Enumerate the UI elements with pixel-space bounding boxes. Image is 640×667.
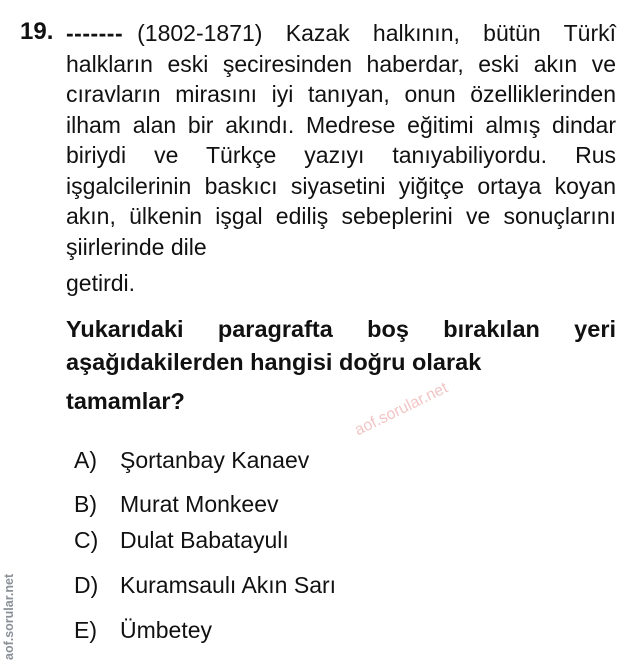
option-e[interactable] — [74, 614, 474, 646]
option-b[interactable] — [74, 488, 474, 520]
option-letter: B) — [74, 491, 97, 517]
question-paragraph-last-line: getirdi. — [66, 270, 136, 296]
option-text: Kuramsaulı Akın Sarı — [120, 572, 337, 598]
question-paragraph — [66, 18, 616, 299]
option-text: Murat Monkeev — [120, 491, 279, 517]
option-text: Şortanbay Kanaev — [120, 447, 310, 473]
option-text: Ümbetey — [120, 617, 213, 643]
option-a[interactable] — [74, 444, 474, 476]
watermark-diagonal: aof.sorular.net — [352, 379, 451, 440]
option-c[interactable] — [74, 524, 474, 556]
option-letter: A) — [74, 447, 97, 473]
question-stem-text: Yukarıdaki paragrafta boş bırakılan yeri aşağıdakilerden hangisi doğru olarak — [66, 316, 616, 375]
option-letter: D) — [74, 572, 99, 598]
option-letter: C) — [74, 527, 99, 553]
option-d[interactable] — [74, 569, 474, 601]
watermark-side: aof.sorular.net — [2, 573, 16, 660]
option-text: Dulat Babatayulı — [120, 527, 289, 553]
question-blank: ------- — [66, 20, 124, 46]
question-stem-tail: tamamlar? — [66, 388, 185, 414]
question-number: 19. — [20, 18, 54, 45]
option-letter: E) — [74, 617, 97, 643]
question-paragraph-text: (1802-1871) Kazak halkının, bütün Türkî halkların eski şeciresinden haberdar, eski akın ve cıravların mirasını iyi tanıyan, onun özelliklerinden ilham alan bir akındı. Medrese eğitimi almış dindar biriydi ve Türkçe yazıyı tanıyabiliyordu. Rus işgalcilerinin baskıcı siyasetini yiğitçe ortaya koyan akın, ülkenin işgal ediliş sebeplerini ve sonuçlarını şiirlerinde dile — [66, 20, 616, 260]
question-stem — [66, 313, 616, 418]
